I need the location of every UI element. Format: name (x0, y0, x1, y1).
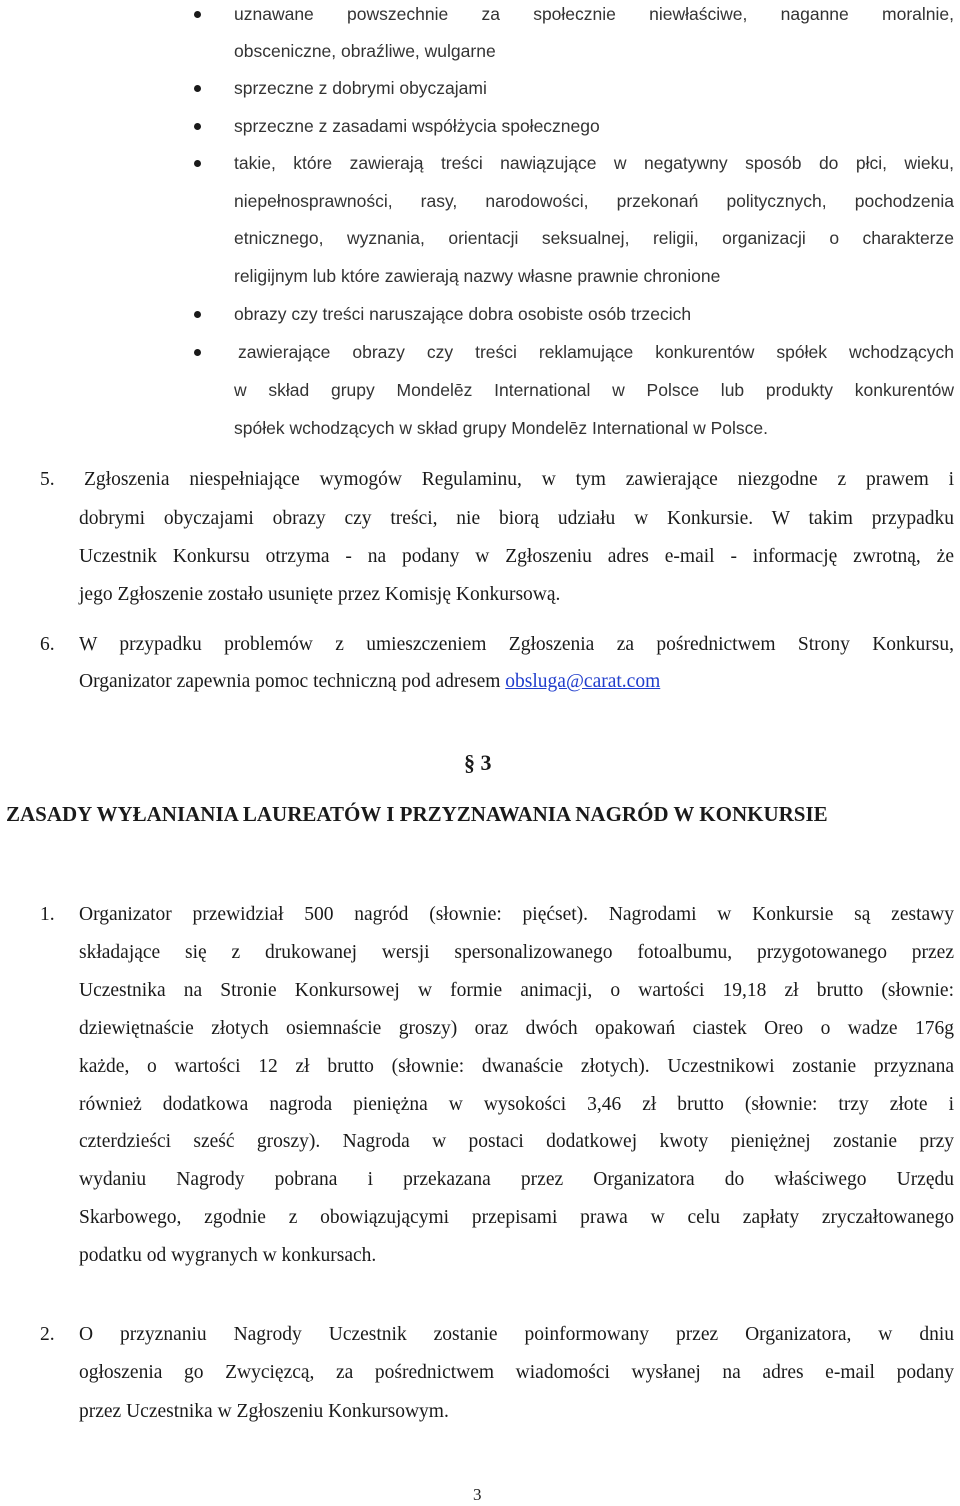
rule-text: Skarbowego, zgodnie z obowiązującymi przepisami prawa w celu zapłaty zryczałtowanego (79, 1207, 954, 1228)
list-item-text: w skład grupy Mondelēz International w Polsce lub produkty konkurentów (234, 380, 954, 400)
paragraph-text: Zgłoszenia niespełniające wymogów Regulaminu, w tym zawierające niezgodne z prawem i (84, 469, 954, 490)
bullet-icon (194, 160, 201, 167)
rule-text: również dodatkowa nagroda pieniężna w wysokości 3,46 zł brutto (słownie: trzy złote i (79, 1094, 954, 1115)
bullet-icon (194, 311, 201, 318)
rule-text: podatku od wygranych w konkursach. (79, 1245, 377, 1266)
bullet-icon (194, 349, 201, 356)
paragraph-text: W przypadku problemów z umieszczeniem Zgłoszenia za pośrednictwem Strony Konkursu, (79, 634, 954, 655)
paragraph-text: Uczestnik Konkursu otrzyma - na podany w Zgłoszeniu adres e-mail - informację zwrotną, że (79, 546, 954, 567)
rule-text: składające się z drukowanej wersji spersonalizowanego fotoalbumu, przygotowanego przez (79, 942, 954, 963)
list-item-text: obsceniczne, obraźliwe, wulgarne (234, 41, 496, 61)
rule-text: O przyznaniu Nagrody Uczestnik zostanie poinformowany przez Organizatora, w dniu (79, 1324, 954, 1345)
rule-text: Organizator przewidział 500 nagród (słownie: pięćset). Nagrodami w Konkursie są zestawy (79, 904, 954, 925)
rule-text: Uczestnika na Stronie Konkursowej w formie animacji, o wartości 19,18 zł brutto (słownie: (79, 980, 954, 1001)
list-item-text: etnicznego, wyznania, orientacji seksualnej, religii, organizacji o charakterze (234, 228, 954, 248)
paragraph-text (79, 669, 660, 695)
bullet-icon (194, 85, 201, 92)
rule-text: ogłoszenia go Zwycięzcą, za pośrednictwem wiadomości wysłanej na adres e-mail podany (79, 1362, 954, 1383)
section-sign: § 3 (464, 750, 492, 775)
bullet-icon (194, 123, 201, 130)
support-email-link[interactable]: obsluga@carat.com (505, 671, 661, 692)
paragraph-text: dobrymi obyczajami obrazy czy treści, nie biorą udziału w Konkursie. W takim przypadku (79, 508, 954, 529)
list-item-text: sprzeczne z dobrymi obyczajami (234, 78, 487, 98)
page-number: 3 (473, 1485, 482, 1504)
paragraph-text-prefix: Organizator zapewnia pomoc techniczną pod adresem (79, 671, 506, 692)
list-item-text: sprzeczne z zasadami współżycia społecznego (234, 116, 600, 136)
paragraph-text: jego Zgłoszenie zostało usunięte przez Komisję Konkursową. (79, 584, 561, 605)
list-item-text: takie, które zawierają treści nawiązujące w negatywny sposób do płci, wieku, (234, 153, 954, 173)
rule-number: 1. (40, 904, 55, 925)
list-item-text: obrazy czy treści naruszające dobra osobiste osób trzecich (234, 304, 692, 324)
rule-text: czterdzieści sześć groszy). Nagroda w postaci dodatkowej kwoty pieniężnej zostanie przy (79, 1131, 954, 1152)
rule-text: dziewiętnaście złotych osiemnaście groszy) oraz dwóch opakowań ciastek Oreo o wadze 176g (79, 1018, 954, 1039)
list-item-text: uznawane powszechnie za społecznie niewłaściwe, naganne moralnie, (234, 4, 954, 24)
rule-text: każde, o wartości 12 zł brutto (słownie: dwanaście złotych). Uczestnikowi zostanie przyznana (79, 1056, 954, 1077)
paragraph-number: 5. (40, 469, 55, 490)
bullet-icon (194, 11, 201, 18)
list-item-text: zawierające obrazy czy treści reklamujące konkurentów spółek wchodzących (238, 342, 954, 362)
rule-number: 2. (40, 1324, 55, 1345)
paragraph-number: 6. (40, 634, 55, 655)
rule-text: przez Uczestnika w Zgłoszeniu Konkursowym. (79, 1401, 449, 1422)
list-item-text: niepełnosprawności, rasy, narodowości, przekonań politycznych, pochodzenia (234, 191, 954, 211)
section-title: ZASADY WYŁANIANIA LAUREATÓW I PRZYZNAWANIA NAGRÓD W KONKURSIE (6, 802, 828, 826)
list-item-text: religijnym lub które zawierają nazwy własne prawnie chronione (234, 266, 721, 286)
rule-text: wydaniu Nagrody pobrana i przekazana przez Organizatora do właściwego Urzędu (79, 1169, 954, 1190)
list-item-text: spółek wchodzących w skład grupy Mondelēz International w Polsce. (234, 418, 769, 438)
